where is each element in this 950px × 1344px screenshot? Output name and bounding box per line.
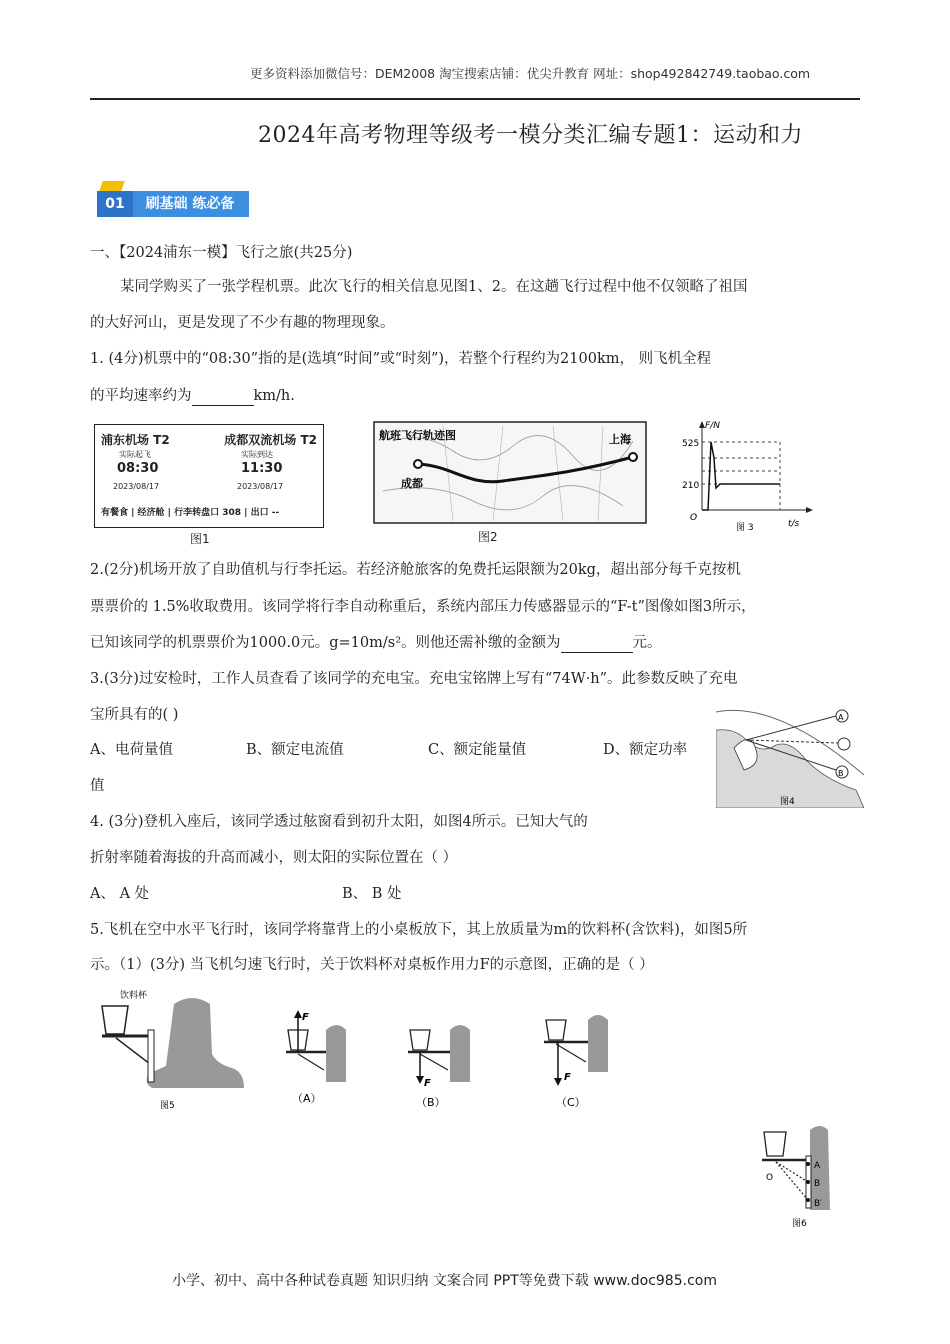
ticket-arr-date: 2023/08/17 — [237, 482, 284, 491]
ticket-footer: 有餐食 | 经济舱 | 行李转盘口 308 | 出口 -- — [101, 508, 280, 518]
ticket-arr-time: 11:30 — [241, 461, 283, 476]
support — [420, 1054, 448, 1070]
option-b-caption: （B） — [416, 1096, 446, 1109]
map-end-city: 上海 — [609, 433, 631, 446]
page-title: 2024年高考物理等级考一模分类汇编专题1：运动和力 — [258, 123, 803, 148]
ticket-dep-time: 08:30 — [117, 461, 159, 476]
header-note: 更多资料添加微信号：DEM2008 淘宝搜索店铺：优尖升教育 网址：shop492842749.taobao.com — [250, 66, 811, 81]
q4-line-2: 折射率随着海拔的升高而减小，则太阳的实际位置在（ ） — [90, 850, 458, 866]
figure-6-caption: 图6 — [792, 1219, 807, 1229]
q1-unit: km/h. — [253, 388, 295, 404]
q2-text: 已知该同学的机票票价为1000.0元。g=10m/s²。则他还需补缴的金额为 — [90, 635, 561, 651]
map-title: 航班飞行轨迹图 — [379, 429, 456, 442]
tray-support — [116, 1038, 150, 1064]
seat-back — [326, 1025, 346, 1082]
point-a: A — [814, 1161, 821, 1171]
q1-answer-blank — [192, 389, 254, 406]
cup — [546, 1020, 566, 1040]
cup — [764, 1132, 786, 1156]
point-b-label: B — [838, 769, 844, 778]
q1-line-2 — [90, 386, 295, 406]
header-divider — [90, 98, 860, 100]
footer-note: 小学、初中、高中各种试卷真题 知识归纳 文案合同 PPT等免费下载 www.doc985.com — [172, 1273, 717, 1289]
q3-option-c: C、额定能量值 — [428, 742, 527, 758]
cup — [410, 1030, 430, 1050]
graph-y-label: F/N — [705, 421, 720, 431]
q3-option-d: D、额定功率 — [603, 742, 688, 758]
point-b-prime: B′ — [814, 1199, 823, 1209]
drink-cup — [102, 1006, 128, 1034]
figure-3-graph — [680, 418, 815, 533]
q5-line-1: 5.飞机在空中水平飞行时，该同学将靠背上的小桌板放下，其上放质量为m的饮料杯(含饮料)，如图5所 — [90, 922, 748, 938]
section-badge — [97, 191, 249, 217]
force-curve — [702, 442, 780, 510]
q2-unit: 元。 — [632, 635, 662, 651]
x-axis-arrow — [806, 507, 813, 513]
option-c-diagram — [538, 1006, 614, 1116]
q3-line-1: 3.(3分)过安检时，工作人员查看了该同学的充电宝。充电宝铭牌上写有“74W·h”。此参数反映了充电 — [90, 671, 738, 687]
q2-line-3 — [90, 633, 662, 653]
figure-5-caption: 图5 — [160, 1101, 175, 1111]
map-start-city: 成都 — [401, 477, 423, 490]
q3-option-b: B、额定电流值 — [246, 742, 344, 758]
graph-origin: O — [690, 513, 698, 523]
q4-line-1: 4. (3分)登机入座后，该同学透过舷窗看到初升太阳，如图4所示。已知大气的 — [90, 814, 588, 830]
figure-5-seat — [92, 984, 247, 1112]
ticket-to: 成都双流机场 T2 — [224, 433, 317, 447]
badge-text: 刷基础 练必备 — [131, 191, 249, 217]
badge-number: 01 — [97, 191, 133, 217]
seat-silhouette — [147, 998, 244, 1088]
point-b: B — [814, 1179, 821, 1189]
ticket-dep-label: 实际起飞 — [119, 450, 151, 459]
option-b-diagram — [402, 1016, 478, 1116]
graph-tick-low: 210 — [682, 481, 700, 491]
section-heading: 一、【2024浦东一模】飞行之旅(共25分) — [90, 245, 353, 261]
graph-x-label: t/s — [788, 519, 800, 529]
line-ob — [776, 1162, 808, 1182]
figure-2-map — [373, 421, 647, 524]
seat-back — [588, 1015, 608, 1072]
seat-back — [450, 1025, 470, 1082]
q3-line-4: 值 — [90, 778, 105, 794]
q2-line-2: 票票价的 1.5%收取费用。该同学将行李自动称重后，系统内部压力传感器显示的“F-t”图像如图3所示， — [90, 599, 756, 615]
figure-2-caption: 图2 — [478, 530, 498, 544]
figure-6-diagram — [758, 1122, 842, 1232]
intro-line-1: 某同学购买了一张学程机票。此次飞行的相关信息见图1、2。在这趟飞行过程中他不仅领略了祖国 — [120, 279, 748, 295]
graph-caption: 图 3 — [736, 523, 754, 533]
q4-option-a: A、 A 处 — [90, 886, 150, 902]
q3-line-2: 宝所具有的( ) — [90, 707, 179, 723]
option-a-caption: （A） — [292, 1092, 322, 1105]
figure-1-caption: 图1 — [190, 532, 210, 546]
badge-accent — [99, 181, 125, 191]
force-label: F — [302, 1012, 309, 1023]
q2-answer-blank — [561, 636, 633, 653]
option-c-caption: （C） — [556, 1096, 586, 1109]
intro-line-2: 的大好河山，更是发现了不少有趣的物理现象。 — [90, 315, 395, 331]
q4-option-b: B、 B 处 — [342, 886, 402, 902]
q3-option-a: A、电荷量值 — [90, 742, 173, 758]
graph-tick-high: 525 — [682, 439, 700, 449]
point-a-label: A — [838, 713, 844, 722]
q2-line-1: 2.(2分)机场开放了自助值机与行李托运。若经济舱旅客的免费托运限额为20kg，超出部分每千克按机 — [90, 562, 741, 578]
line-ob-prime — [776, 1162, 808, 1200]
ticket-arr-label: 实际到达 — [241, 450, 273, 459]
sun-middle — [838, 738, 850, 750]
figure-4-refraction — [716, 700, 864, 808]
figure-1-ticket — [94, 424, 324, 528]
force-label: F — [564, 1072, 571, 1083]
support — [298, 1054, 324, 1070]
force-label: F — [424, 1078, 431, 1089]
ticket-from: 浦东机场 T2 — [101, 433, 170, 447]
option-a-diagram — [282, 1006, 352, 1106]
ticket-dep-date: 2023/08/17 — [113, 482, 160, 491]
cup-label: 饮料杯 — [120, 991, 148, 1001]
support — [556, 1044, 586, 1062]
q1-line-1: 1. (4分)机票中的“08:30”指的是(选填“时间”或“时刻”)，若整个行程约为2100km， 则飞机全程 — [90, 351, 712, 367]
figure-4-caption: 图4 — [780, 797, 795, 807]
point-o: O — [766, 1173, 774, 1183]
q1-text: 的平均速率约为 — [90, 388, 192, 404]
seat-bracket — [148, 1030, 154, 1082]
q5-line-2: 示。（1）(3分) 当飞机匀速飞行时，关于饮料杯对桌板作用力F的示意图，正确的是（ ） — [90, 957, 654, 973]
